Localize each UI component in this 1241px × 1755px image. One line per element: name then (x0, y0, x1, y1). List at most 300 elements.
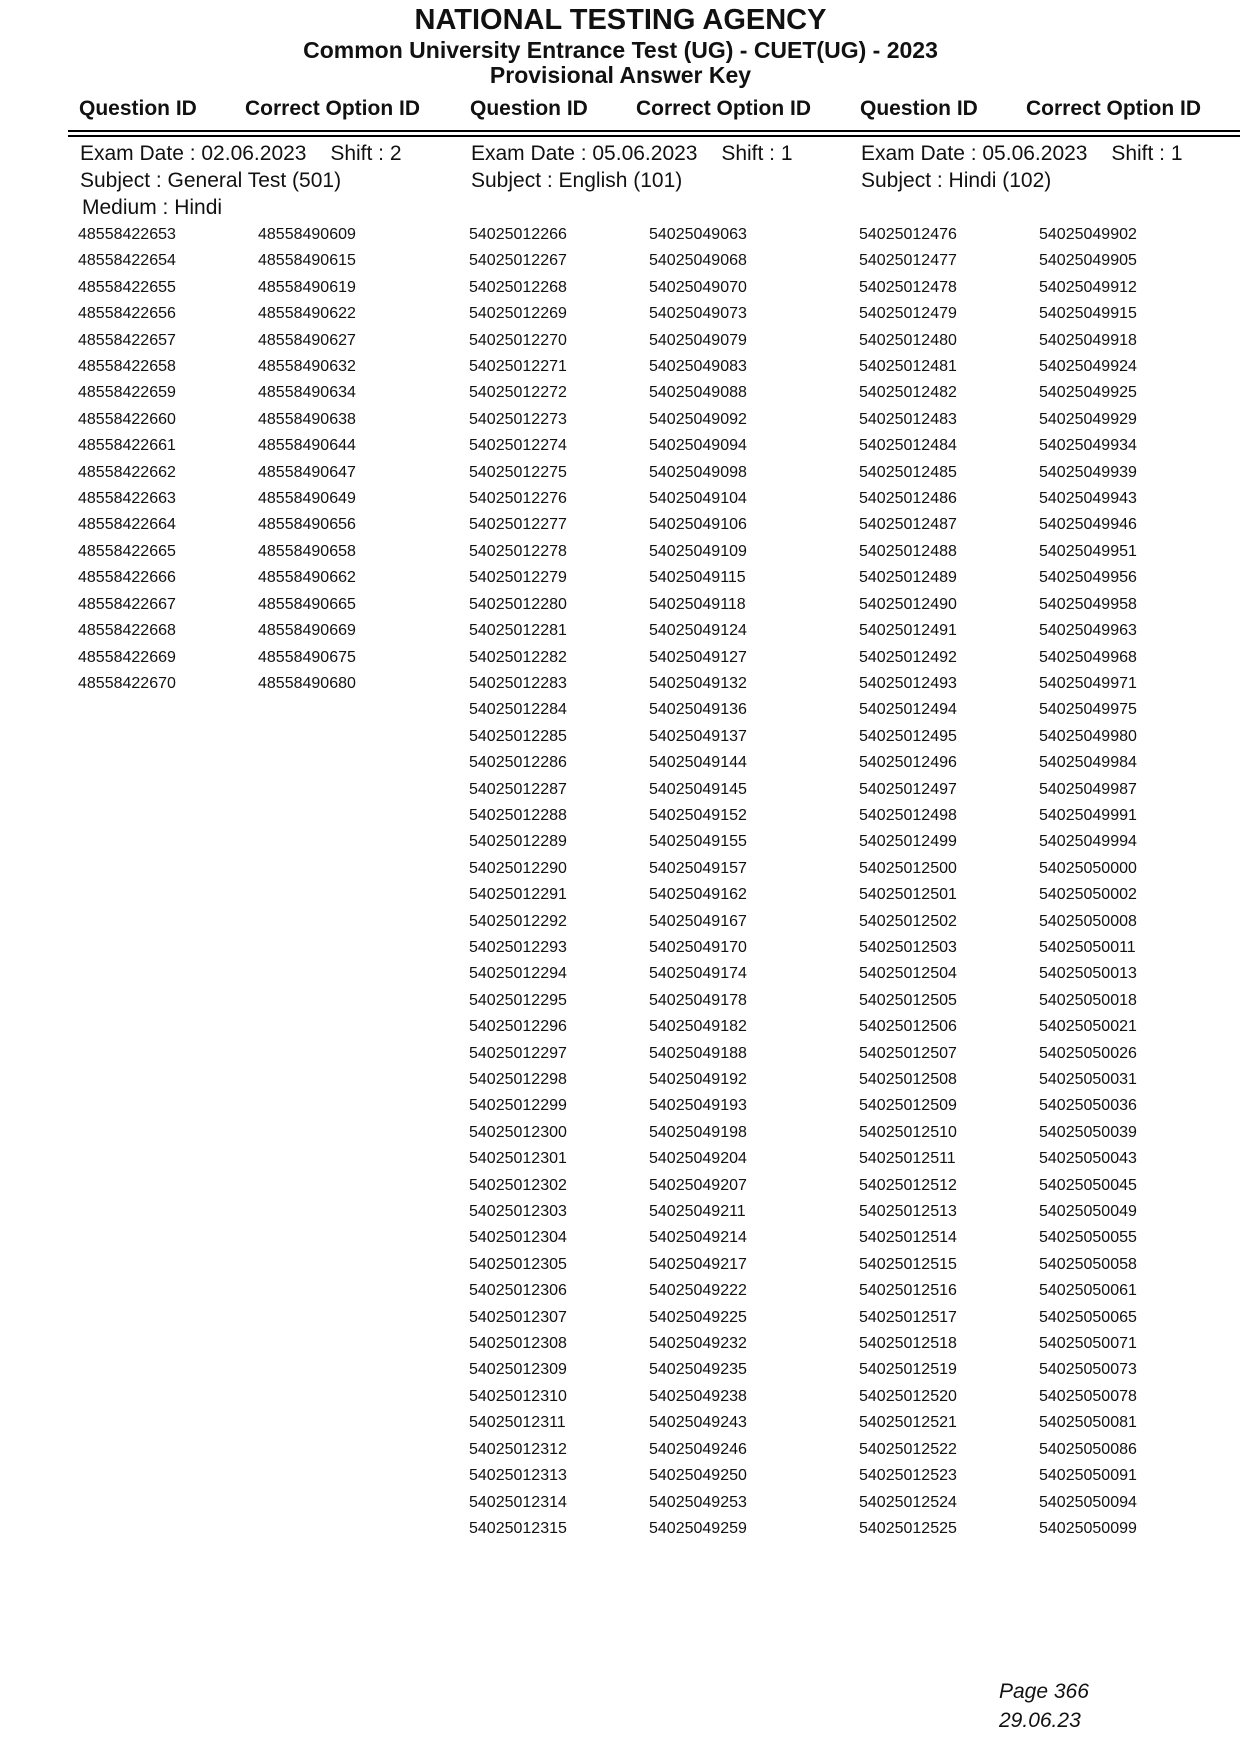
table-row (78, 252, 468, 278)
table-row (469, 1441, 859, 1467)
table-row (469, 1494, 859, 1520)
shift: Shift : 1 (1111, 142, 1183, 165)
correct-option-id: 48558490627 (258, 331, 356, 349)
question-id: 54025012312 (469, 1440, 567, 1458)
table-row (78, 332, 468, 358)
question-id: 54025012524 (859, 1493, 957, 1511)
col-header-correct-option-id: Correct Option ID (1026, 97, 1202, 120)
table-row (469, 1124, 859, 1150)
question-id: 54025012289 (469, 833, 567, 851)
correct-option-id: 54025049991 (1039, 806, 1137, 824)
table-row (78, 279, 468, 305)
correct-option-id: 54025049902 (1039, 226, 1137, 243)
question-id: 54025012308 (469, 1335, 567, 1353)
question-id: 54025012498 (859, 806, 957, 824)
question-id: 54025012301 (469, 1150, 567, 1168)
question-id: 54025012505 (859, 991, 957, 1009)
section-hindi-meta (861, 140, 1241, 194)
correct-option-id: 54025050026 (1039, 1044, 1137, 1062)
correct-option-id: 54025049225 (649, 1308, 747, 1326)
correct-option-id: 54025049958 (1039, 595, 1137, 613)
header-divider-top (68, 130, 1240, 132)
table-row (859, 1229, 1241, 1255)
table-row (859, 516, 1241, 542)
correct-option-id: 54025049956 (1039, 569, 1137, 587)
section-general-test-meta (80, 140, 470, 221)
table-row (78, 384, 468, 410)
question-id: 48558422659 (78, 384, 176, 402)
correct-option-id: 54025049232 (649, 1335, 747, 1353)
table-row (859, 358, 1241, 384)
correct-option-id: 48558490609 (258, 226, 356, 243)
correct-option-id: 54025049238 (649, 1387, 747, 1405)
question-id: 54025012274 (469, 437, 567, 455)
question-id: 54025012293 (469, 938, 567, 956)
correct-option-id: 54025049088 (649, 384, 747, 402)
question-id: 54025012494 (859, 701, 957, 719)
table-row (859, 252, 1241, 278)
table-row (78, 649, 468, 675)
table-row (859, 886, 1241, 912)
table-row (469, 1203, 859, 1229)
question-id: 54025012307 (469, 1308, 567, 1326)
question-id: 48558422669 (78, 648, 176, 666)
correct-option-id: 54025049975 (1039, 701, 1137, 719)
document-header (0, 2, 1241, 88)
col-header-question-id: Question ID (860, 97, 978, 120)
table-row (859, 569, 1241, 595)
table-row (469, 279, 859, 305)
subject: Subject : General Test (501) (80, 169, 342, 192)
correct-option-id: 48558490634 (258, 384, 356, 402)
question-id: 54025012478 (859, 278, 957, 296)
correct-option-id: 48558490619 (258, 278, 356, 296)
correct-option-id: 54025049193 (649, 1097, 747, 1115)
table-row (469, 384, 859, 410)
correct-option-id: 54025050039 (1039, 1123, 1137, 1141)
question-id: 48558422660 (78, 410, 176, 428)
question-id: 48558422654 (78, 252, 176, 270)
question-id: 54025012496 (859, 754, 957, 772)
doc-title: Provisional Answer Key (489, 62, 752, 88)
correct-option-id: 54025050011 (1039, 938, 1136, 956)
correct-option-id: 54025049109 (649, 542, 747, 560)
correct-option-id: 54025049984 (1039, 754, 1137, 772)
correct-option-id: 54025049925 (1039, 384, 1137, 402)
question-id: 54025012292 (469, 912, 567, 930)
question-id: 54025012287 (469, 780, 567, 798)
table-row (469, 1071, 859, 1097)
table-row (469, 701, 859, 727)
correct-option-id: 48558490680 (258, 674, 356, 692)
correct-option-id: 54025049174 (649, 965, 747, 983)
col-header-question-id: Question ID (79, 97, 197, 120)
exam-date: Exam Date : 05.06.2023 (861, 142, 1088, 165)
question-id: 48558422655 (78, 278, 176, 296)
correct-option-id: 54025050091 (1039, 1467, 1137, 1485)
table-row (469, 886, 859, 912)
table-row (78, 622, 468, 648)
correct-option-id: 54025049253 (649, 1493, 747, 1511)
col-header-correct-option-id: Correct Option ID (636, 97, 812, 120)
correct-option-id: 54025049188 (649, 1044, 747, 1062)
table-row (859, 1441, 1241, 1467)
col-header-question-id: Question ID (470, 97, 588, 120)
question-id: 54025012520 (859, 1387, 957, 1405)
correct-option-id: 54025050013 (1039, 965, 1137, 983)
table-row (859, 1150, 1241, 1176)
table-row (859, 411, 1241, 437)
table-row (859, 992, 1241, 1018)
correct-option-id: 48558490638 (258, 410, 356, 428)
correct-option-id: 54025049250 (649, 1467, 747, 1485)
question-id: 48558422665 (78, 542, 176, 560)
question-id: 54025012489 (859, 569, 957, 587)
correct-option-id: 54025049145 (649, 780, 747, 798)
correct-option-id: 54025050021 (1039, 1018, 1137, 1036)
table-row (859, 913, 1241, 939)
subject: Subject : Hindi (102) (861, 169, 1052, 192)
correct-option-id: 54025050043 (1039, 1150, 1137, 1168)
table-row (469, 1177, 859, 1203)
question-id: 48558422658 (78, 358, 176, 376)
table-row (469, 728, 859, 754)
table-row (469, 543, 859, 569)
correct-option-id: 54025050071 (1039, 1335, 1137, 1353)
subject: Subject : English (101) (471, 169, 683, 192)
question-id: 54025012304 (469, 1229, 567, 1247)
question-id: 54025012509 (859, 1097, 957, 1115)
question-id: 54025012515 (859, 1255, 957, 1273)
correct-option-id: 54025049968 (1039, 648, 1137, 666)
correct-option-id: 54025049963 (1039, 622, 1137, 640)
question-id: 54025012487 (859, 516, 957, 534)
correct-option-id: 54025050031 (1039, 1071, 1137, 1088)
question-id: 54025012267 (469, 252, 567, 270)
question-id: 48558422662 (78, 463, 176, 481)
question-id: 54025012284 (469, 701, 567, 719)
table-row (859, 1124, 1241, 1150)
question-id: 54025012295 (469, 991, 567, 1009)
question-id: 54025012280 (469, 595, 567, 613)
table-row (469, 965, 859, 991)
question-id: 54025012272 (469, 384, 567, 402)
question-id: 54025012315 (469, 1519, 567, 1537)
question-id: 54025012519 (859, 1361, 957, 1379)
question-id: 54025012511 (859, 1150, 956, 1168)
question-id: 54025012482 (859, 384, 957, 402)
question-id: 54025012266 (469, 226, 567, 243)
table-row (469, 1335, 859, 1361)
correct-option-id: 54025049137 (649, 727, 747, 745)
question-id: 54025012310 (469, 1387, 567, 1405)
question-id: 54025012279 (469, 569, 567, 587)
correct-option-id: 48558490632 (258, 358, 356, 376)
correct-option-id: 48558490622 (258, 305, 356, 323)
correct-option-id: 54025050036 (1039, 1097, 1137, 1115)
table-row (859, 490, 1241, 516)
correct-option-id: 54025049092 (649, 410, 747, 428)
correct-option-id: 54025049079 (649, 331, 747, 349)
correct-option-id: 48558490658 (258, 542, 356, 560)
table-row (859, 860, 1241, 886)
correct-option-id: 54025049104 (649, 490, 747, 508)
table-row (78, 358, 468, 384)
correct-option-id: 54025050086 (1039, 1440, 1137, 1458)
table-row (859, 1203, 1241, 1229)
table-row (859, 1071, 1241, 1097)
table-row (469, 622, 859, 648)
question-id: 48558422670 (78, 674, 176, 692)
correct-option-id: 54025050094 (1039, 1493, 1137, 1511)
table-row (469, 1520, 859, 1546)
question-id: 54025012506 (859, 1018, 957, 1036)
question-id: 54025012514 (859, 1229, 957, 1247)
question-id: 54025012477 (859, 252, 957, 270)
table-row (469, 516, 859, 542)
table-row (859, 1494, 1241, 1520)
correct-option-id: 54025049136 (649, 701, 747, 719)
table-row (859, 543, 1241, 569)
table-row (859, 1388, 1241, 1414)
correct-option-id: 54025050081 (1039, 1414, 1137, 1432)
correct-option-id: 54025049068 (649, 252, 747, 270)
table-row (859, 728, 1241, 754)
correct-option-id: 54025049905 (1039, 252, 1137, 270)
table-row (469, 569, 859, 595)
correct-option-id: 54025049118 (649, 595, 746, 613)
question-id: 54025012290 (469, 859, 567, 877)
question-id: 54025012275 (469, 463, 567, 481)
question-id: 54025012507 (859, 1044, 957, 1062)
table-row (469, 939, 859, 965)
medium: Medium : Hindi (82, 196, 223, 219)
table-row (859, 833, 1241, 859)
table-row (859, 279, 1241, 305)
table-row (859, 965, 1241, 991)
question-id: 54025012306 (469, 1282, 567, 1300)
correct-option-id: 48558490675 (258, 648, 356, 666)
table-row (78, 516, 468, 542)
question-id: 54025012501 (859, 886, 957, 904)
question-id: 54025012490 (859, 595, 957, 613)
table-row (469, 1097, 859, 1123)
table-row (469, 1018, 859, 1044)
correct-option-id: 54025049144 (649, 754, 747, 772)
correct-option-id: 54025049211 (649, 1203, 746, 1221)
correct-option-id: 48558490665 (258, 595, 356, 613)
table-row (859, 226, 1241, 252)
correct-option-id: 48558490649 (258, 490, 356, 508)
question-id: 54025012296 (469, 1018, 567, 1036)
question-id: 54025012302 (469, 1176, 567, 1194)
correct-option-id: 54025050065 (1039, 1308, 1137, 1326)
question-id: 48558422656 (78, 305, 176, 323)
correct-option-id: 54025049155 (649, 833, 747, 851)
correct-option-id: 54025049214 (649, 1229, 747, 1247)
table-row (469, 1388, 859, 1414)
correct-option-id: 54025049178 (649, 991, 747, 1009)
correct-option-id: 54025049243 (649, 1414, 747, 1432)
table-row (469, 1467, 859, 1493)
table-row (859, 1414, 1241, 1440)
question-id: 54025012271 (469, 358, 567, 376)
table-row (469, 1150, 859, 1176)
question-id: 54025012517 (859, 1308, 957, 1326)
question-id: 54025012480 (859, 331, 957, 349)
question-id: 54025012282 (469, 648, 567, 666)
question-id: 48558422657 (78, 331, 176, 349)
correct-option-id: 54025049971 (1039, 674, 1137, 692)
question-id: 54025012488 (859, 542, 957, 560)
question-id: 54025012512 (859, 1176, 957, 1194)
question-id: 54025012288 (469, 806, 567, 824)
table-row (859, 305, 1241, 331)
table-row (859, 701, 1241, 727)
question-id: 54025012502 (859, 912, 957, 930)
correct-option-id: 54025050002 (1039, 886, 1137, 904)
question-id: 54025012309 (469, 1361, 567, 1379)
table-row (78, 437, 468, 463)
table-row (469, 675, 859, 701)
table-row (469, 1414, 859, 1440)
table-row (469, 358, 859, 384)
table-row (78, 490, 468, 516)
table-row (469, 1309, 859, 1335)
table-row (469, 1229, 859, 1255)
correct-option-id: 54025049934 (1039, 437, 1137, 455)
table-row (469, 1282, 859, 1308)
question-id: 54025012499 (859, 833, 957, 851)
correct-option-id: 54025049152 (649, 806, 747, 824)
question-id: 48558422664 (78, 516, 176, 534)
question-id: 54025012286 (469, 754, 567, 772)
table-row (78, 226, 468, 252)
question-id: 54025012298 (469, 1071, 567, 1088)
correct-option-id: 54025049207 (649, 1176, 747, 1194)
correct-option-id: 54025050061 (1039, 1282, 1137, 1300)
correct-option-id: 54025049246 (649, 1440, 747, 1458)
table-row (859, 1018, 1241, 1044)
correct-option-id: 54025049951 (1039, 542, 1137, 560)
question-id: 54025012518 (859, 1335, 957, 1353)
section-english-rows (469, 226, 859, 1546)
correct-option-id: 54025049198 (649, 1123, 747, 1141)
question-id: 54025012484 (859, 437, 957, 455)
table-row (469, 992, 859, 1018)
correct-option-id: 54025050078 (1039, 1387, 1137, 1405)
question-id: 54025012297 (469, 1044, 567, 1062)
header-divider-bottom (68, 135, 1240, 137)
section-hindi-rows (859, 226, 1241, 1546)
table-row (469, 1256, 859, 1282)
table-row (78, 305, 468, 331)
question-id: 54025012281 (469, 622, 567, 640)
table-row (859, 939, 1241, 965)
question-id: 54025012485 (859, 463, 957, 481)
table-row (469, 332, 859, 358)
question-id: 54025012300 (469, 1123, 567, 1141)
correct-option-id: 54025050045 (1039, 1176, 1137, 1194)
question-id: 54025012523 (859, 1467, 957, 1485)
correct-option-id: 48558490647 (258, 463, 356, 481)
table-row (859, 1097, 1241, 1123)
table-row (78, 675, 468, 701)
page-number: Page 366 (999, 1680, 1089, 1703)
correct-option-id: 54025049259 (649, 1519, 747, 1537)
table-row (859, 1256, 1241, 1282)
table-row (469, 807, 859, 833)
section-general-test-rows (78, 226, 468, 701)
table-row (469, 596, 859, 622)
correct-option-id: 48558490656 (258, 516, 356, 534)
table-row (469, 252, 859, 278)
correct-option-id: 54025049222 (649, 1282, 747, 1300)
correct-option-id: 54025049939 (1039, 463, 1137, 481)
table-row (469, 305, 859, 331)
shift: Shift : 1 (721, 142, 793, 165)
table-row (859, 437, 1241, 463)
exam-date: Exam Date : 05.06.2023 (471, 142, 698, 165)
question-id: 54025012497 (859, 780, 957, 798)
exam-title: Common University Entrance Test (UG) - CUET(UG) - 2023 (303, 37, 938, 63)
question-id: 54025012513 (859, 1203, 957, 1221)
correct-option-id: 54025050049 (1039, 1203, 1137, 1221)
question-id: 54025012278 (469, 542, 567, 560)
correct-option-id: 54025050099 (1039, 1519, 1137, 1537)
correct-option-id: 54025049157 (649, 859, 747, 877)
correct-option-id: 48558490615 (258, 252, 356, 270)
shift: Shift : 2 (330, 142, 402, 165)
question-id: 54025012495 (859, 727, 957, 745)
correct-option-id: 54025049946 (1039, 516, 1137, 534)
correct-option-id: 54025049132 (649, 674, 747, 692)
table-row (469, 860, 859, 886)
table-row (859, 807, 1241, 833)
question-id: 54025012516 (859, 1282, 957, 1300)
question-id: 54025012273 (469, 410, 567, 428)
correct-option-id: 48558490669 (258, 622, 356, 640)
table-row (469, 411, 859, 437)
table-row (78, 543, 468, 569)
table-row (859, 649, 1241, 675)
question-id: 54025012521 (859, 1414, 957, 1432)
table-row (469, 437, 859, 463)
correct-option-id: 54025050058 (1039, 1255, 1137, 1273)
question-id: 54025012285 (469, 727, 567, 745)
correct-option-id: 54025049943 (1039, 490, 1137, 508)
table-row (859, 675, 1241, 701)
question-id: 54025012503 (859, 938, 957, 956)
correct-option-id: 54025049204 (649, 1150, 747, 1168)
question-id: 54025012277 (469, 516, 567, 534)
question-id: 54025012311 (469, 1414, 566, 1432)
table-row (859, 1177, 1241, 1203)
question-id: 48558422653 (78, 226, 176, 243)
table-row (859, 384, 1241, 410)
table-row (859, 332, 1241, 358)
correct-option-id: 54025049162 (649, 886, 747, 904)
question-id: 54025012270 (469, 331, 567, 349)
question-id: 54025012486 (859, 490, 957, 508)
correct-option-id: 54025050008 (1039, 912, 1137, 930)
table-row (78, 464, 468, 490)
table-row (859, 1309, 1241, 1335)
table-row (469, 913, 859, 939)
question-id: 54025012522 (859, 1440, 957, 1458)
question-id: 48558422666 (78, 569, 176, 587)
question-id: 54025012269 (469, 305, 567, 323)
